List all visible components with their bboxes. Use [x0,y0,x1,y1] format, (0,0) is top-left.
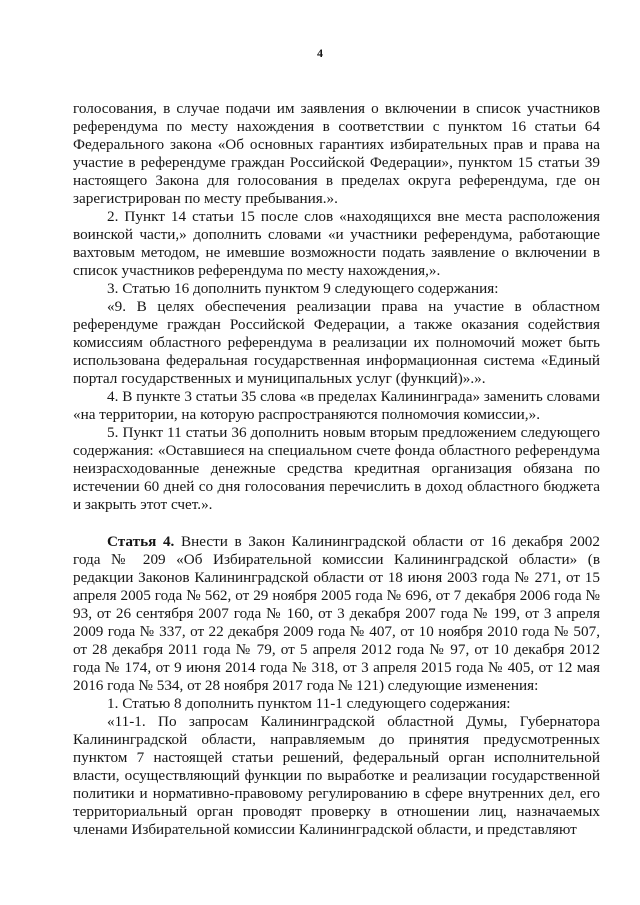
paragraph-article-4 [73,533,600,695]
document-body [73,100,600,839]
paragraph-item-5: 5. Пункт 11 статьи 36 дополнить новым вторым предложением следующего содержания: «Оставшиеся на специальном счете фонда областного референдума неизрасходованные денежные средства кредитная организация обязана по истечении 60 дней со дня голосования перечислить в доход областного бюджета и закрыть этот счет.». [73,424,600,513]
paragraph-quote-11-1: «11-1. По запросам Калининградской областной Думы, Губернатора Калининградской области, направляемым до принятия предусмотренных пунктом 7 настоящей статьи решений, федеральный орган исполнительной власти, осуществляющий функции по выработке и реализации государственной политики и нормативно-правовому регулированию в сфере внутренних дел, его территориальный орган проводят проверку в отношении лиц, назначаемых членами Избирательной комиссии Калининградской области, и представляют [73,713,600,838]
paragraph-item-3: 3. Статью 16 дополнить пунктом 9 следующего содержания: [107,280,499,297]
page-number: 4 [317,46,323,60]
article-4-label: Статья 4. [107,533,175,550]
paragraph-article-4-item-1: 1. Статью 8 дополнить пунктом 11-1 следующего содержания: [107,695,511,712]
paragraph-continuation: голосования, в случае подачи им заявления о включении в список участников референдума по месту нахождения в соответствии с пунктом 16 статьи 64 Федерального закона «Об основных гарантиях избирательных прав и права на участие в референдуме граждан Российской Федерации», пунктом 15 статьи 39 настоящего Закона для голосования в пределах округа референдума, где он зарегистрирован по месту пребывания.». [73,100,600,207]
paragraph-item-2: 2. Пункт 14 статьи 15 после слов «находящихся вне места расположения воинской части,» дополнить словами «и участники референдума, работающие вахтовым методом, не имевшие возможности подать заявление о включении в список участников референдума по месту нахождения,». [73,208,600,279]
article-4-text: Внести в Закон Калининградской области от 16 декабря 2002 года № 209 «Об Избирательной комиссии Калининградской области» (в редакции Законов Калининградской области от 18 июня 2003 года № 271, от 15 апреля 2005 года № 562, от 29 ноября 2005 года № 696, от 7 декабря 2006 года № 93, от 26 сентября 2007 года № 160, от 3 декабря 2007 года № 199, от 3 апреля 2009 года № 337, от 22 декабря 2009 года № 407, от 10 ноября 2010 года № 507, от 28 декабря 2011 года № 79, от 5 апреля 2012 года № 97, от 10 декабря 2012 года № 174, от 9 июня 2014 года № 318, от 3 апреля 2015 года № 405, от 12 мая 2016 года № 534, от 28 ноября 2017 года № 121) следующие изменения: [73,533,600,694]
paragraph-quote-9: «9. В целях обеспечения реализации права на участие в областном референдуме граждан Российской Федерации, а также оказания содействия комиссиям областного референдума в реализации их полномочий может быть использована федеральная государственная информационная система «Единый портал государственных и муниципальных услуг (функций)».». [73,298,600,387]
paragraph-item-4: 4. В пункте 3 статьи 35 слова «в пределах Калининграда» заменить словами «на территории, на которую распространяются полномочия комиссии,». [73,388,600,423]
